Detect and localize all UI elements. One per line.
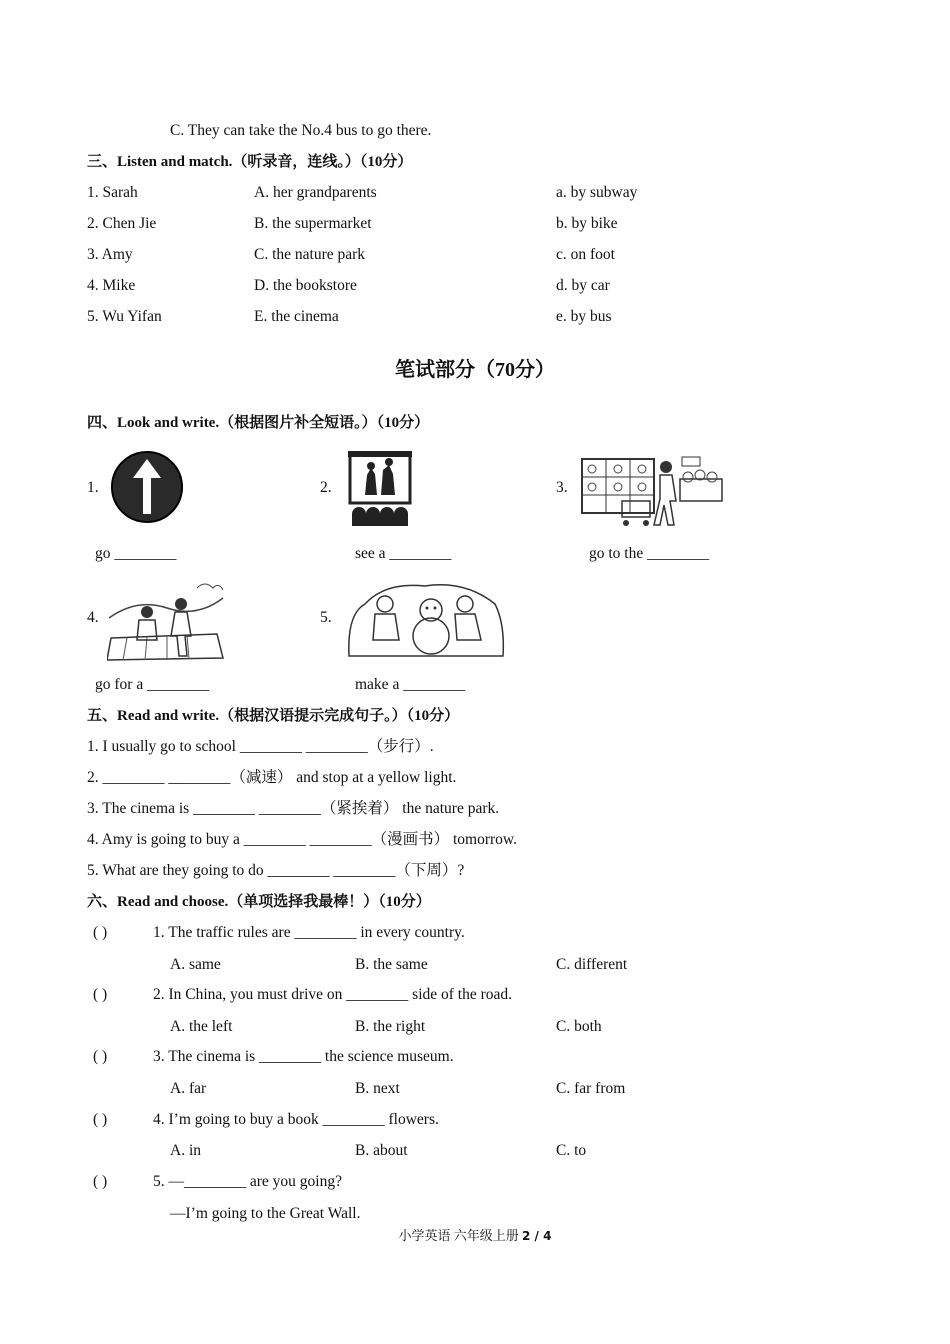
option-a: A. far <box>170 1080 207 1097</box>
option-a: A. in <box>170 1142 201 1159</box>
transport-item: c. on foot <box>556 246 615 263</box>
option-b: B. about <box>355 1142 408 1159</box>
option-b: B. the same <box>355 956 428 973</box>
section3-title: 三、Listen and match.（听录音，连线。）（10分） <box>87 154 413 170</box>
snowman-icon <box>345 574 507 662</box>
item-number: 2. <box>320 479 332 496</box>
item-number: 4. <box>87 609 99 626</box>
option-a: A. same <box>170 956 221 973</box>
section4-title: 四、Look and write.（根据图片补全短语。）（10分） <box>87 415 430 431</box>
item-number: 3. <box>556 479 568 496</box>
place-item: E. the cinema <box>254 308 339 325</box>
option-b: B. next <box>355 1080 400 1097</box>
transport-item: d. by car <box>556 277 610 294</box>
phrase-blank: go for a ________ <box>95 676 210 693</box>
sentence-item: 5. What are they going to do ________ ________（下周）? <box>87 862 465 879</box>
sentence-item: 1. I usually go to school ________ ________（步行）. <box>87 738 434 755</box>
page-number: 2 / 4 <box>522 1229 552 1243</box>
place-item: B. the supermarket <box>254 215 372 232</box>
dialogue-reply: —I’m going to the Great Wall. <box>170 1205 361 1222</box>
item-number: 1. <box>87 479 99 496</box>
place-item: A. her grandparents <box>254 184 377 201</box>
sentence-item: 2. ________ ________（减速） and stop at a yellow light. <box>87 769 457 786</box>
written-part-title: 笔试部分（70分） <box>395 359 555 381</box>
picnic-icon <box>107 578 225 662</box>
option-c: C. far from <box>556 1080 626 1097</box>
person-item: 4. Mike <box>87 277 136 294</box>
previous-option-c: C. They can take the No.4 bus to go there. <box>170 122 432 139</box>
supermarket-icon <box>578 453 726 531</box>
option-c: C. different <box>556 956 628 973</box>
person-item: 5. Wu Yifan <box>87 308 162 325</box>
question-text: 3. The cinema is ________ the science museum. <box>153 1048 454 1065</box>
sentence-item: 4. Amy is going to buy a ________ ________（漫画书） tomorrow. <box>87 831 517 848</box>
place-item: C. the nature park <box>254 246 366 263</box>
question-text: 2. In China, you must drive on ________ side of the road. <box>153 986 513 1003</box>
place-item: D. the bookstore <box>254 277 357 294</box>
answer-bracket[interactable]: ( ) <box>93 986 108 1003</box>
person-item: 2. Chen Jie <box>87 215 157 232</box>
phrase-blank: make a ________ <box>355 676 466 693</box>
question-text: 4. I’m going to buy a book ________ flowers. <box>153 1111 439 1128</box>
straight-arrow-sign-icon <box>110 450 184 524</box>
option-c: C. both <box>556 1018 602 1035</box>
option-b: B. the right <box>355 1018 426 1035</box>
section5-title: 五、Read and write.（根据汉语提示完成句子。）（10分） <box>87 708 460 724</box>
answer-bracket[interactable]: ( ) <box>93 1173 108 1190</box>
footer-text: 小学英语 六年级上册 <box>398 1228 523 1243</box>
question-text: 1. The traffic rules are ________ in every country. <box>153 924 465 941</box>
phrase-blank: go ________ <box>95 545 177 562</box>
option-c: C. to <box>556 1142 587 1159</box>
answer-bracket[interactable]: ( ) <box>93 1111 108 1128</box>
answer-bracket[interactable]: ( ) <box>93 924 108 941</box>
transport-item: a. by subway <box>556 184 638 201</box>
phrase-blank: go to the ________ <box>589 545 710 562</box>
page-footer <box>0 1225 950 1244</box>
answer-bracket[interactable]: ( ) <box>93 1048 108 1065</box>
item-number: 5. <box>320 609 332 626</box>
sentence-item: 3. The cinema is ________ ________（紧挨着） the nature park. <box>87 800 500 817</box>
section6-title: 六、Read and choose.（单项选择我最棒！）（10分） <box>87 894 431 910</box>
person-item: 3. Amy <box>87 246 133 263</box>
person-item: 1. Sarah <box>87 184 138 201</box>
question-text: 5. —________ are you going? <box>153 1173 342 1190</box>
option-a: A. the left <box>170 1018 233 1035</box>
transport-item: b. by bike <box>556 215 618 232</box>
film-screen-icon <box>347 450 413 528</box>
transport-item: e. by bus <box>556 308 612 325</box>
phrase-blank: see a ________ <box>355 545 452 562</box>
